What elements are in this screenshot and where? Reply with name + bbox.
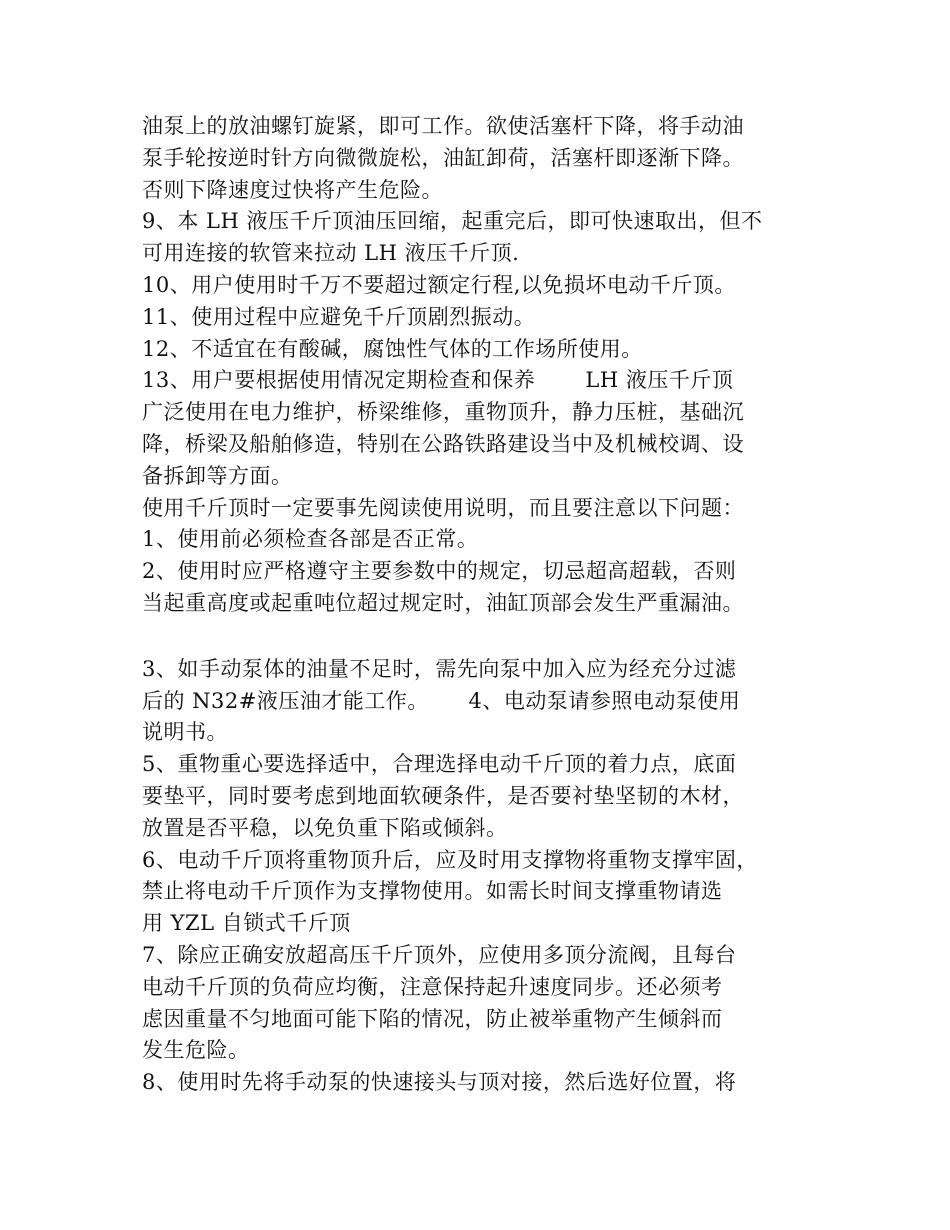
text-line: 可用连接的软管来拉动 LH 液压千斤顶. [142,241,520,266]
text-line: 11、使用过程中应避免千斤顶剧烈振动。 [142,304,536,329]
text-line: 否则下降速度过快将产生危险。 [142,177,443,202]
text-line: 12、不适宜在有酸碱，腐蚀性气体的工作场所使用。 [142,336,643,361]
text-line: 后的 N32#液压油才能工作。 4、电动泵请参照电动泵使用 [142,688,741,713]
text-line: 用 YZL 自锁式千斤顶 [142,911,351,936]
text-line: 备拆卸等方面。 [142,463,293,488]
text-line: 3、如手动泵体的油量不足时，需先向泵中加入应为经充分过滤 [142,656,737,681]
text-line: 5、重物重心要选择适中，合理选择电动千斤顶的着力点，底面 [142,752,737,777]
text-line: 放置是否平稳，以免负重下陷或倾斜。 [142,815,508,840]
text-line: 8、使用时先将手动泵的快速接头与顶对接，然后选好位置，将 [142,1070,737,1095]
text-line: 10、用户使用时千万不要超过额定行程,以免损坏电动千斤顶。 [142,272,736,297]
body-text [142,111,832,1099]
text-line: 电动千斤顶的负荷应均衡，注意保持起升速度同步。还必须考 [142,974,723,999]
text-line: 油泵上的放油螺钉旋紧，即可工作。欲使活塞杆下降，将手动油 [142,114,744,138]
text-line: 禁止将电动千斤顶作为支撑物使用。如需长时间支撑重物请选 [142,879,723,904]
text-line: 使用千斤顶时一定要事先阅读使用说明，而且要注意以下问题： [142,495,744,520]
text-line: 虑因重量不匀地面可能下陷的情况，防止被举重物产生倾斜而 [142,1006,723,1031]
text-line: 7、除应正确安放超高压千斤顶外，应使用多顶分流阀，且每台 [142,942,737,967]
text-line: 发生危险。 [142,1038,250,1063]
text-line: 2、使用时应严格遵守主要参数中的规定，切忌超高超载，否则 [142,559,737,584]
text-line: 9、本 LH 液压千斤顶油压回缩，起重完后，即可快速取出，但不 [142,209,763,234]
text-line: 说明书。 [142,720,228,745]
paragraph-gap [142,620,832,654]
text-line: 要垫平，同时要考虑到地面软硬条件，是否要衬垫坚韧的木材， [142,783,744,808]
text-line: 泵手轮按逆时针方向微微旋松，油缸卸荷，活塞杆即逐渐下降。 [142,145,744,170]
text-line: 降，桥梁及船舶修造，特别在公路铁路建设当中及机械校调、设 [142,431,744,456]
text-line: 1、使用前必须检查各部是否正常。 [142,527,479,552]
text-line: 广泛使用在电力维护，桥梁维修，重物顶升，静力压桩，基础沉 [142,400,744,425]
text-line: 6、电动千斤顶将重物顶升后，应及时用支撑物将重物支撑牢固， [142,847,758,872]
text-line: 当起重高度或起重吨位超过规定时，油缸顶部会发生严重漏油。 [142,590,744,615]
text-line: 13、用户要根据使用情况定期检查和保养 LH 液压千斤顶 [142,368,734,393]
